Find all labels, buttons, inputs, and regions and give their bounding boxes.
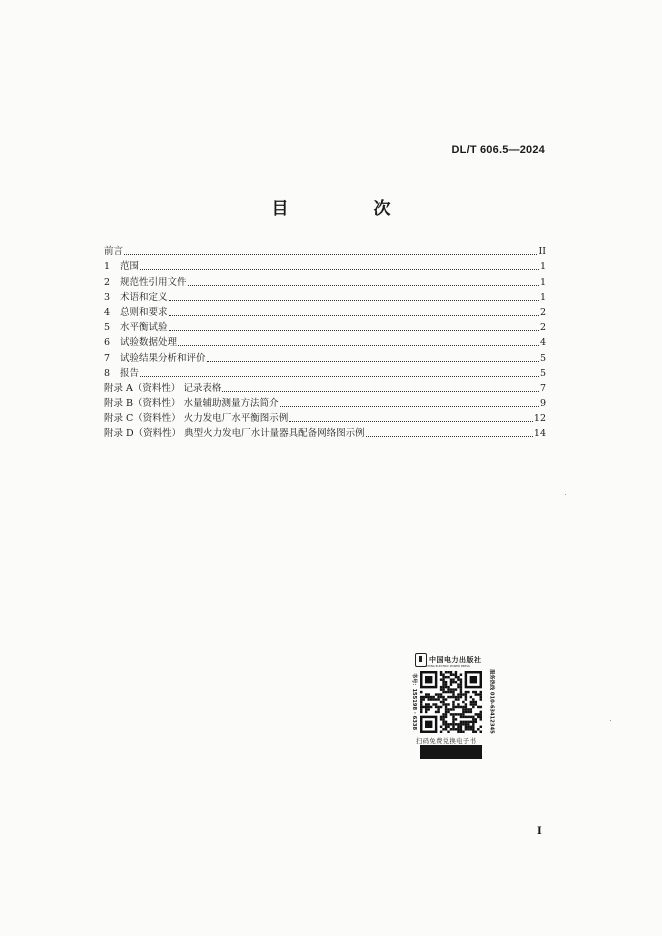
scan-speck [610, 720, 611, 721]
qr-promo-block [411, 652, 495, 762]
toc-entry-page: 14 [533, 428, 546, 440]
toc-leader-dots [140, 375, 539, 377]
toc-entry-number: 6 [104, 337, 111, 349]
toc-entry[interactable] [104, 259, 546, 274]
toc-entry[interactable] [104, 305, 546, 320]
toc-entry[interactable] [104, 381, 546, 396]
toc-entry[interactable] [104, 350, 546, 365]
page-number: I [537, 826, 542, 837]
toc-entry-page: 12 [533, 413, 546, 425]
toc-leader-dots [124, 253, 537, 255]
toc-leader-dots [280, 405, 539, 407]
toc-entry-label: 规范性引用文件 [120, 276, 187, 288]
toc-entry-number: 5 [104, 322, 111, 334]
toc-entry-page: 9 [539, 398, 546, 410]
toc-entry-page: 5 [539, 352, 546, 364]
toc-entry-page: 1 [539, 276, 546, 288]
toc-entry-number: 8 [104, 367, 111, 379]
toc-leader-dots [188, 284, 539, 286]
qr-code-icon[interactable] [420, 671, 482, 733]
toc-entry-page: 4 [539, 337, 546, 349]
toc-entry-label: 附录 A（资料性） 记录表格 [104, 382, 222, 394]
toc-leader-dots [366, 435, 533, 437]
publisher-name: 中国电力出版社 [429, 656, 482, 664]
toc-leader-dots [222, 390, 539, 392]
toc-entry-label: 总则和要求 [120, 306, 168, 318]
toc-entry-number: 4 [104, 306, 111, 318]
toc-entry-label: 附录 C（资料性） 火力发电厂水平衡图示例 [104, 413, 289, 425]
toc-entry-label: 水平衡试验 [120, 322, 168, 334]
toc-entry[interactable] [104, 411, 546, 426]
toc-entry-number: 2 [104, 276, 111, 288]
toc-entry-number: 3 [104, 291, 111, 303]
toc-entry[interactable] [104, 244, 546, 259]
toc-entry-page: 5 [539, 367, 546, 379]
toc-leader-dots [289, 420, 533, 422]
toc-entry-page: 7 [539, 382, 546, 394]
isbn-text: 书号：155198 · 6338 [411, 672, 418, 731]
toc-entry[interactable] [104, 335, 546, 350]
toc-entry-label: 试验结果分析和评价 [120, 352, 206, 364]
toc-leader-dots [140, 268, 539, 270]
toc-entry-page: II [538, 246, 546, 258]
toc-entry-page: 1 [539, 261, 546, 273]
table-of-contents [104, 244, 546, 441]
toc-entry-label: 报告 [120, 367, 140, 379]
redacted-code-bar [420, 745, 482, 759]
toc-entry-label: 附录 D（资料性） 典型火力发电厂水计量器具配备网络图示例 [104, 428, 365, 440]
toc-leader-dots [169, 299, 539, 301]
toc-entry[interactable] [104, 320, 546, 335]
toc-entry-number: 7 [104, 352, 111, 364]
toc-entry-label: 附录 B（资料性） 水量辅助测量方法简介 [104, 398, 279, 410]
toc-leader-dots [169, 314, 539, 316]
toc-entry-number: 1 [104, 261, 111, 273]
toc-entry-label: 试验数据处理 [120, 337, 178, 349]
toc-entry[interactable] [104, 426, 546, 441]
qr-caption: 扫码免费兑换电子书 [416, 738, 477, 745]
toc-entry[interactable] [104, 274, 546, 289]
toc-leader-dots [178, 344, 539, 346]
publisher-name-en: CHINA ELECTRIC POWER PRESS [426, 665, 470, 668]
toc-entry-label: 术语和定义 [120, 291, 168, 303]
toc-entry-label: 前言 [104, 246, 124, 258]
toc-entry-label: 范围 [120, 261, 140, 273]
toc-leader-dots [207, 360, 539, 362]
hotline-text: 服务热线 010-63412345 [488, 669, 495, 734]
toc-entry[interactable] [104, 366, 546, 381]
toc-title: 目 次 [271, 199, 425, 219]
toc-entry-page: 2 [539, 306, 546, 318]
scan-speck [565, 494, 566, 495]
toc-entry-page: 1 [539, 291, 546, 303]
toc-entry[interactable] [104, 290, 546, 305]
standard-code: DL/T 606.5—2024 [451, 144, 545, 156]
toc-entry[interactable] [104, 396, 546, 411]
toc-leader-dots [169, 329, 539, 331]
toc-entry-page: 2 [539, 322, 546, 334]
